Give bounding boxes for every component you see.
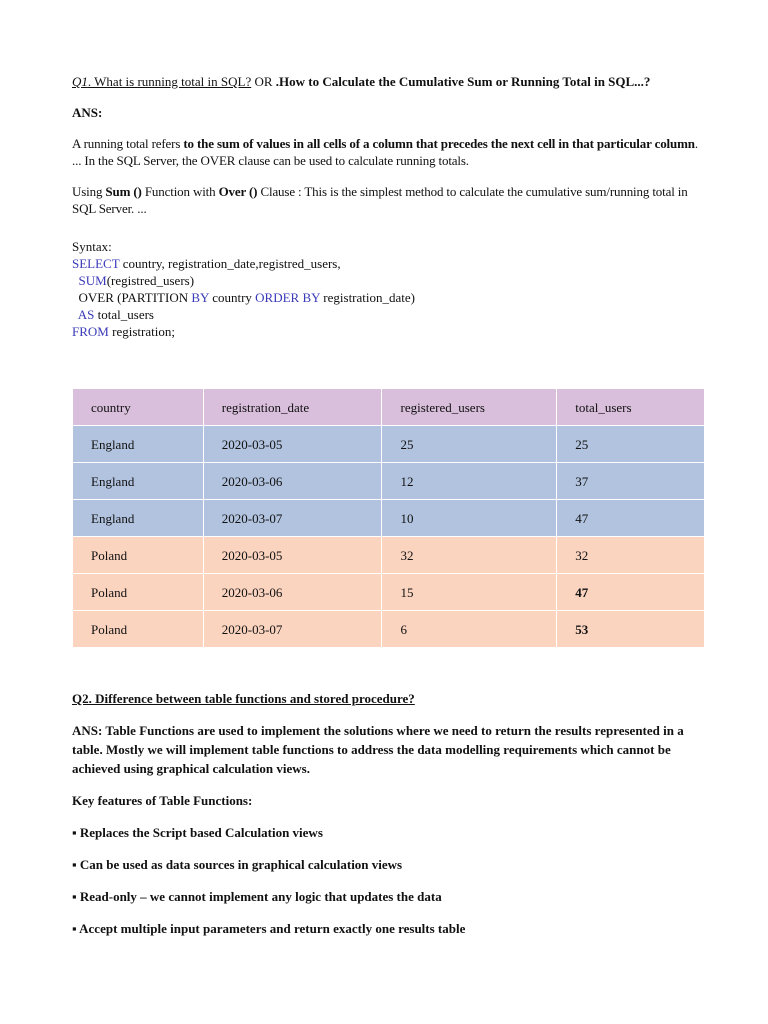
header-cell: registration_date — [203, 389, 382, 426]
table-row — [73, 500, 705, 537]
question-1 — [72, 73, 704, 90]
table-cell: 25 — [382, 426, 557, 463]
question-2-section — [72, 690, 704, 952]
header-cell: registered_users — [382, 389, 557, 426]
question-1-or: OR — [251, 74, 276, 89]
sql-syntax-block — [72, 238, 704, 340]
table-cell: 47 — [557, 500, 705, 537]
table-cell: 47 — [557, 574, 705, 611]
syntax-line-3-c: registration_date) — [320, 290, 415, 305]
table-cell: England — [73, 463, 204, 500]
para2-text-1: Using — [72, 184, 106, 199]
table-row — [73, 537, 705, 574]
header-cell: country — [73, 389, 204, 426]
table-cell: England — [73, 500, 204, 537]
answer-2: ANS: Table Functions are used to implement the solutions where we need to return the results represented in a table. Mostly we will implement table functions to address the data modelling requirements which cannot be achieved using graphical calculation views. — [72, 723, 684, 776]
table-cell: 32 — [382, 537, 557, 574]
syntax-label: Syntax: — [72, 239, 112, 254]
question-1-text: . What is running total in SQL? — [87, 74, 252, 89]
para2-text-3: Clause : This is the simplest method to calculate the cumulative sum/running total in SQL Server. ... — [72, 184, 688, 216]
para2-over-bold: Over () — [218, 184, 258, 199]
running-total-definition — [72, 135, 704, 169]
table-cell: 15 — [382, 574, 557, 611]
table-cell: 2020-03-06 — [203, 463, 382, 500]
table-row — [73, 426, 705, 463]
feature-item: ▪ Accept multiple input parameters and return exactly one results table — [72, 921, 466, 936]
table-row — [73, 463, 705, 500]
syntax-line-3-a: OVER (PARTITION — [72, 290, 192, 305]
table-cell: 37 — [557, 463, 705, 500]
para2-text-2: Function with — [141, 184, 219, 199]
para2-sum-bold: Sum () — [105, 184, 142, 199]
table-cell: 32 — [557, 537, 705, 574]
question-1-number: Q1 — [72, 74, 88, 89]
question-1-alt-text: .How to Calculate the Cumulative Sum or Running Total in SQL...? — [275, 74, 651, 89]
document-body — [72, 73, 704, 340]
definition-bold: to the sum of values in all cells of a column that precedes the next cell in that particular column — [183, 136, 695, 151]
syntax-line-5 — [72, 323, 704, 340]
syntax-line-4-rest: total_users — [94, 307, 154, 322]
kw-as: AS — [77, 307, 95, 322]
features-title: Key features of Table Functions: — [72, 793, 253, 808]
kw-sum: SUM — [78, 273, 107, 288]
feature-item: ▪ Read-only – we cannot implement any logic that updates the data — [72, 889, 442, 904]
feature-item: ▪ Replaces the Script based Calculation views — [72, 825, 323, 840]
sum-over-paragraph — [72, 183, 704, 217]
syntax-line-2 — [72, 272, 704, 289]
table-cell: Poland — [73, 611, 204, 648]
question-2: Q2. Difference between table functions and stored procedure? — [72, 691, 415, 706]
definition-pre: A running total refers — [72, 136, 184, 151]
table-cell: 12 — [382, 463, 557, 500]
answer-label: ANS: — [72, 105, 103, 120]
table-cell: 2020-03-07 — [203, 611, 382, 648]
table-row — [73, 574, 705, 611]
table-cell: 2020-03-05 — [203, 426, 382, 463]
header-cell: total_users — [557, 389, 705, 426]
syntax-line-3-b: country — [208, 290, 256, 305]
table-cell: 53 — [557, 611, 705, 648]
running-total-table — [72, 388, 705, 648]
syntax-line-1-rest: country, registration_date,registred_users, — [119, 256, 341, 271]
syntax-line-2-rest: (registred_users) — [106, 273, 195, 288]
table-cell: 2020-03-05 — [203, 537, 382, 574]
syntax-line-1 — [72, 255, 704, 272]
definition-post: . ... In the SQL Server, the OVER clause can be used to calculate running totals. — [72, 136, 698, 168]
table-cell: 25 — [557, 426, 705, 463]
table-cell: 2020-03-06 — [203, 574, 382, 611]
kw-order-by: ORDER BY — [255, 290, 321, 305]
feature-item: ▪ Can be used as data sources in graphical calculation views — [72, 857, 403, 872]
table-cell: 10 — [382, 500, 557, 537]
table-row — [73, 611, 705, 648]
table-header-row — [73, 389, 705, 426]
table-cell: 6 — [382, 611, 557, 648]
table-cell: Poland — [73, 537, 204, 574]
kw-by: BY — [191, 290, 209, 305]
syntax-line-4 — [72, 306, 704, 323]
syntax-line-5-rest: registration; — [108, 324, 175, 339]
table-cell: England — [73, 426, 204, 463]
table-cell: 2020-03-07 — [203, 500, 382, 537]
question-1-heading — [72, 74, 251, 89]
syntax-line-3 — [72, 289, 704, 306]
kw-from: FROM — [72, 324, 109, 339]
kw-select: SELECT — [72, 256, 120, 271]
table-cell: Poland — [73, 574, 204, 611]
